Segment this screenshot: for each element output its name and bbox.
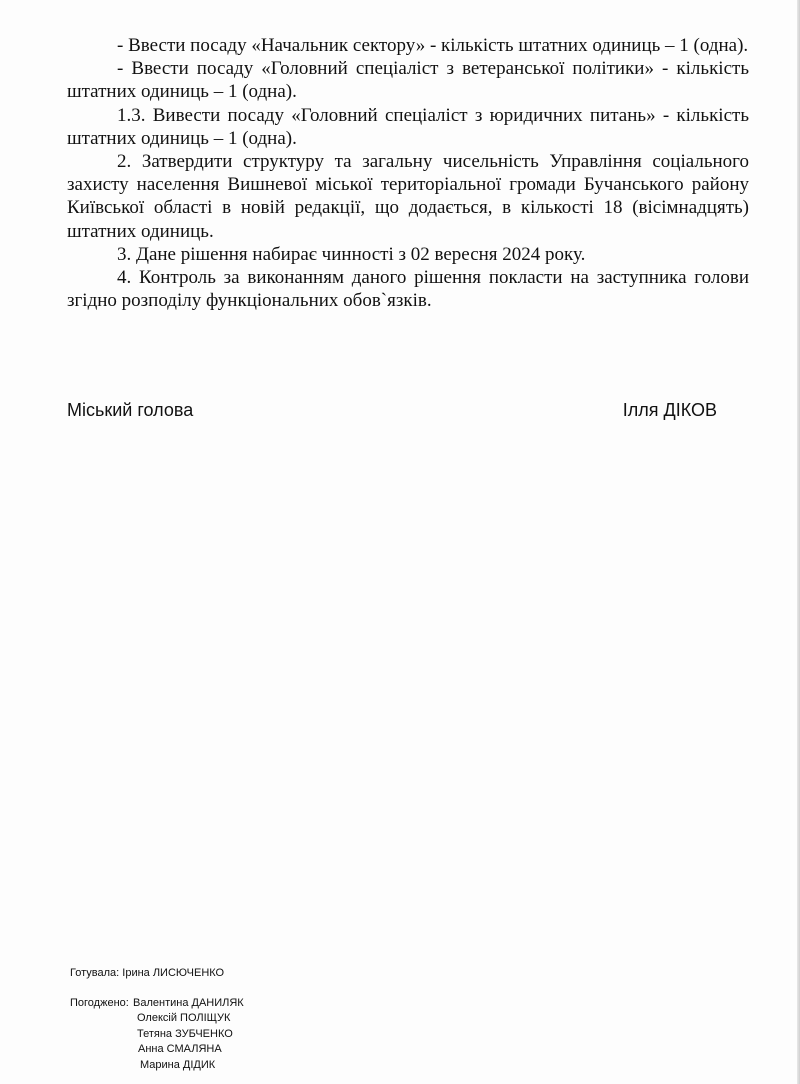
- prepared-label: Готувала:: [70, 967, 120, 979]
- agreed-row: [70, 1058, 224, 1074]
- agreed-name: Марина ДІДИК: [140, 1058, 216, 1071]
- paragraph-add-sector-head: - Ввести посаду «Начальник сектору» - кількість штатних одиниць – 1 (одна).: [117, 35, 749, 56]
- paragraph-add-veteran-specialist: - Ввести посаду «Головний спеціаліст з ветеранської політики» - кількість штатних одиниць – 1 (одна).: [67, 58, 749, 103]
- signature-block: [67, 400, 717, 426]
- signatory-name: Ілля ДІКОВ: [622, 400, 717, 420]
- resolution-body: [67, 34, 749, 312]
- signatory-title: Міський голова: [67, 400, 194, 420]
- agreed-row: [70, 1027, 233, 1043]
- agreed-row: [70, 1042, 224, 1058]
- paragraph-approve-structure: 2. Затвердити структуру та загальну чисельність Управління соціального захисту населення Вишневої міської територіальної громади Бучанського району Київської області в новій редакції, що додається, в кількості 18 (вісімнадцять) штатних одиниць.: [67, 151, 749, 242]
- agreed-label: Погоджено:: [70, 996, 129, 1009]
- approval-footer: [70, 966, 244, 1073]
- prepared-by-line: [70, 966, 224, 982]
- agreed-row: [70, 1011, 231, 1027]
- agreed-name: Тетяна ЗУБЧЕНКО: [137, 1027, 233, 1040]
- prepared-name: Ірина ЛИСЮЧЕНКО: [122, 967, 225, 979]
- agreed-name: Валентина ДАНИЛЯК: [133, 996, 244, 1009]
- paragraph-effective-date: 3. Дане рішення набирає чинності з 02 вересня 2024 року.: [117, 243, 586, 265]
- agreed-row: [70, 996, 244, 1012]
- paragraph-remove-legal-specialist: 1.3. Вивести посаду «Головний спеціаліст з юридичних питань» - кількість штатних одиниць – 1 (одна).: [67, 104, 749, 149]
- agreed-name: Анна СМАЛЯНА: [138, 1043, 222, 1055]
- paragraph-control: 4. Контроль за виконанням даного рішення покласти на заступника голови згідно розподілу функціональних обов`язків.: [67, 267, 749, 312]
- agreed-name: Олексій ПОЛІЩУК: [137, 1012, 231, 1024]
